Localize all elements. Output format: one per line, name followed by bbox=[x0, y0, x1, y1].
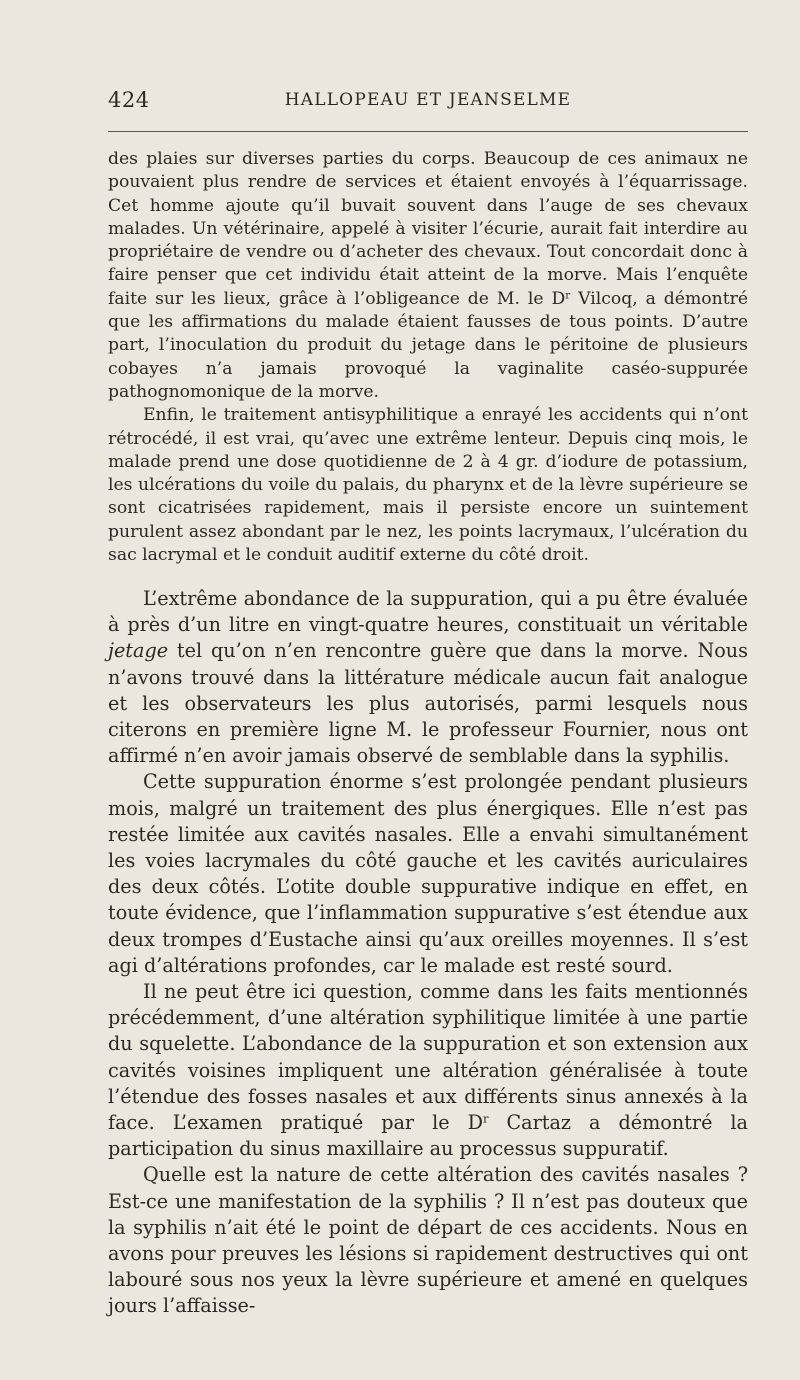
page-number: 424 bbox=[108, 88, 150, 112]
paragraph-4: Cette suppuration énorme s’est prolongée pendant plusieurs mois, malgré un traitement des plus énergiques. Elle n’est pas restée limitée aux cavités nasales. Elle a envahi simultanément les voies lacrymales du côté gauche et les cavités auriculaires des deux côtés. L’otite double suppurative indique en effet, en toute évidence, que l’inflammation suppurative s’est étendue aux deux trompes d’Eustache ainsi qu’aux oreilles moyennes. Il s’est agi d’altérations profondes, car le malade est resté sourd. bbox=[108, 770, 748, 977]
paragraph-6: Quelle est la nature de cette altération des cavités nasales ? Est-ce une manifestation de la syphilis ? Il n’est pas douteux que la syphilis n’ait été le point de départ de ces accidents. Nous en avons pour preuves les lésions si rapidement destructives qui ont labouré sous nos yeux la lèvre supérieure et amené en quelques jours l’affaisse- bbox=[108, 1163, 748, 1318]
paragraph-1: des plaies sur diverses parties du corps. Beaucoup de ces animaux ne pouvaient plus rendre de services et étaient envoyés à l’équarrissage. Cet homme ajoute qu’il buvait souvent dans l’auge de ses chevaux malades. Un vétérinaire, appelé à visiter l’écurie, aurait fait interdire au propriétaire de vendre ou d’acheter des chevaux. Tout concordait donc à faire penser que cet individu était atteint de la morve. Mais l’enquête faite sur les lieux, grâce à l’obligeance de M. le $D^r$ Vilcoq, a démontré que les affirmations du malade étaient fausses de tous points. D’autre part, l’inoculation du produit du jetage dans le péritoine de plusieurs cobayes n’a jamais provoqué la vaginalite caséo-suppurée pathognomonique de la morve. bbox=[108, 149, 748, 402]
page-header bbox=[108, 88, 748, 118]
running-title: HALLOPEAU ET JEANSELME bbox=[284, 90, 572, 110]
paragraph-5: Il ne peut être ici question, comme dans les faits mentionnés précédemment, d’une altération syphilitique limitée à une partie du squelette. L’abondance de la suppuration et son extension aux cavités voisines impliquent une altération généralisée à toute l’étendue des fosses nasales et aux différents sinus annexés à la face. L’examen pratiqué par le $D^r$ Cartaz a démontré la participation du sinus maxillaire au processus suppuratif. bbox=[108, 980, 748, 1161]
paragraph-3: L’extrême abondance de la suppuration, qui a pu être évaluée à près d’un litre en vingt-quatre heures, constituait un véritable jetage tel qu’on n’en rencontre guère que dans la morve. Nous n’avons trouvé dans la littérature médicale aucun fait analogue et les observateurs les plus autorisés, parmi lesquels nous citerons en première ligne M. le professeur Fournier, nous ont affirmé n’en avoir jamais observé de semblable dans la syphilis. bbox=[108, 587, 748, 768]
header-rule bbox=[108, 131, 748, 132]
main-text-section bbox=[108, 586, 748, 1320]
small-print-section bbox=[108, 148, 748, 567]
paragraph-2: Enfin, le traitement antisyphilitique a enrayé les accidents qui n’ont rétrocédé, il est vrai, qu’avec une extrême lenteur. Depuis cinq mois, le malade prend une dose quotidienne de 2 à 4 gr. d’iodure de potassium, les ulcérations du voile du palais, du pharynx et de la lèvre supérieure se sont cicatrisées rapidement, mais il persiste encore un suintement purulent assez abondant par le nez, les points lacrymaux, l’ulcération du sac lacrymal et le conduit auditif externe du côté droit. bbox=[108, 405, 748, 566]
